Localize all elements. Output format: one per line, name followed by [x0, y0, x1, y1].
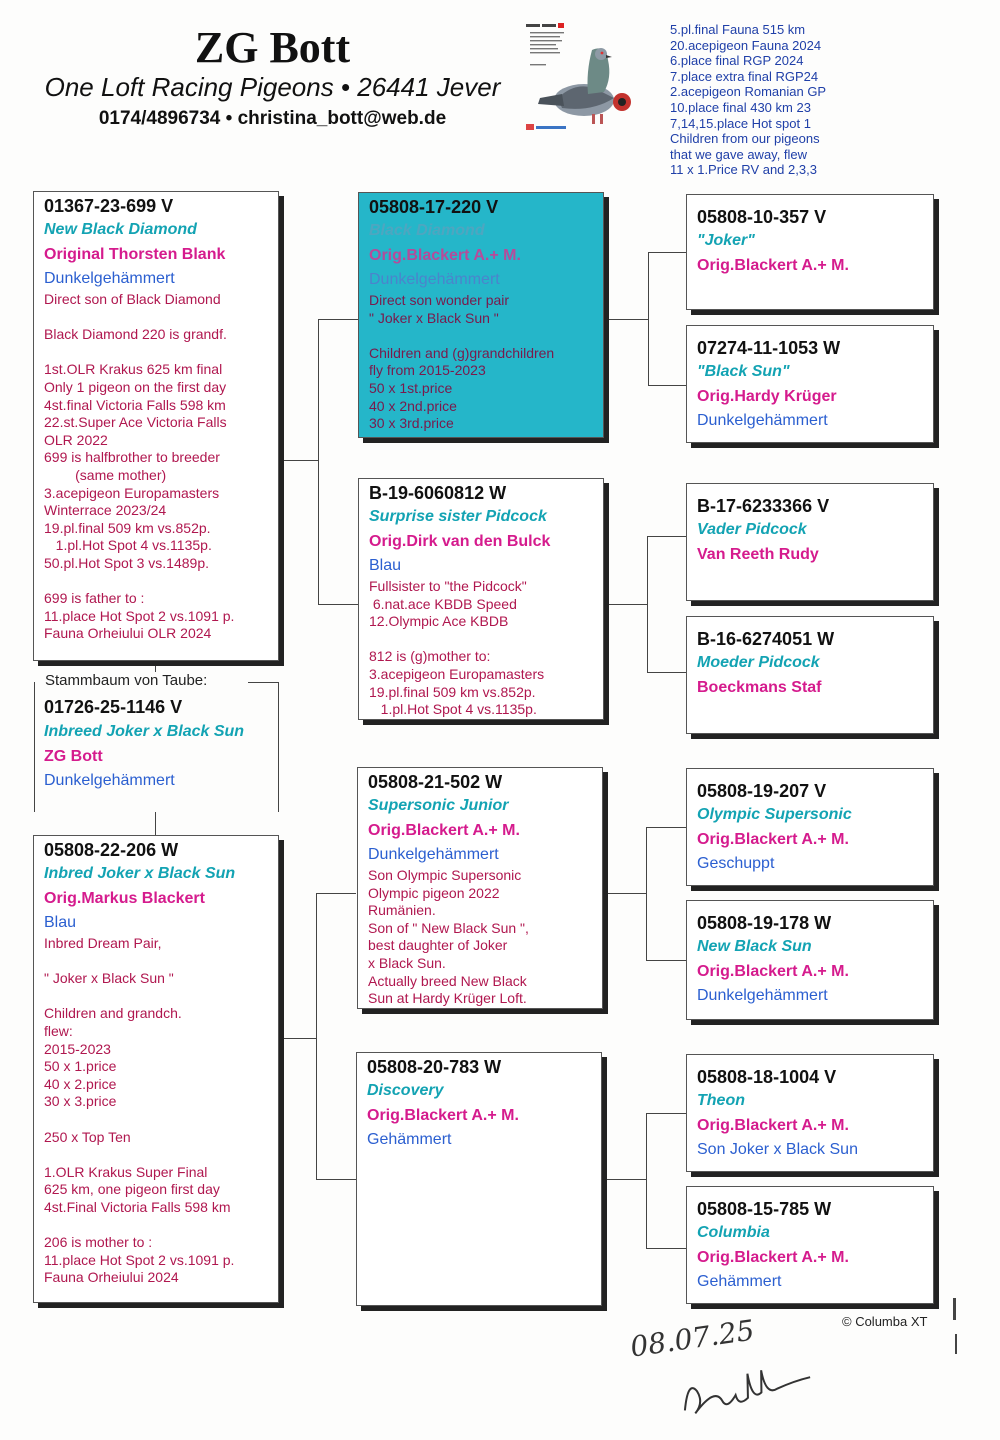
- pedigree-box-paternal-grandmother: [358, 478, 604, 720]
- pigeon-name: Supersonic Junior: [368, 797, 509, 814]
- ring-number: 05808-19-178 W: [697, 913, 832, 933]
- ring-number: 05808-21-502 W: [368, 772, 503, 792]
- breeder-subtitle: One Loft Racing Pigeons • 26441 Jever: [44, 72, 501, 102]
- result-item: Children from our pigeons: [670, 131, 820, 147]
- pigeon-name: Olympic Supersonic: [697, 806, 852, 823]
- ring-number: 05808-20-783 W: [367, 1057, 502, 1077]
- ring-number: 05808-22-206 W: [44, 840, 179, 860]
- ring-number: B-19-6060812 W: [369, 483, 507, 503]
- pigeon-color: Gehämmert: [367, 1131, 452, 1148]
- copyright: © Columba XT: [842, 1314, 928, 1329]
- margin-mark: [955, 1334, 957, 1354]
- pedigree-box-mmm: [686, 1186, 934, 1304]
- ring-number: 05808-19-207 V: [697, 781, 827, 801]
- pigeon-color: Blau: [369, 557, 402, 574]
- pigeon-name: Surprise sister Pidcock: [369, 508, 547, 525]
- ring-number: 05808-10-357 V: [697, 207, 827, 227]
- breeder-name: Orig.Blackert A.+ M.: [697, 831, 849, 848]
- pigeon-info: Direct son of Black Diamond Black Diamond 220 is grandf. 1st.OLR Krakus 625 km final Only 1 pigeon on the first day 4st.final Victoria Falls 598 km 22.st.Super Ace Victoria Falls OLR 2022 699 is halfbrother to breeder (same mother) 3.acepigeon Europamasters Winterrace 2023/24 19.pl.final 509 km vs.852p. 1.pl.Hot Spot 4 vs.1135p. 50.pl.Hot Spot 3 vs.1489p. 699 is father to : 11.place Hot Spot 2 vs.1091 p. Fauna Orheiului OLR 2024: [44, 291, 235, 642]
- breeder-name: Van Reeth Rudy: [697, 546, 819, 563]
- pigeon-color: Dunkelgehämmert: [369, 271, 500, 288]
- pedigree-box-maternal-grandfather: [357, 767, 603, 1009]
- pedigree-box-mff: [686, 768, 934, 886]
- pigeon-color: Gehämmert: [697, 1273, 782, 1290]
- pigeon-color: Dunkelgehämmert: [44, 270, 175, 287]
- breeder-name: Orig.Dirk van den Bulck: [369, 533, 551, 550]
- pigeon-name: Vader Pidcock: [697, 521, 807, 538]
- pigeon-color: Blau: [44, 914, 77, 931]
- result-item: 7,14,15.place Hot spot 1: [670, 115, 811, 131]
- pigeon-info: Fullsister to "the Pidcock" 6.nat.ace KBDB Speed 12.Olympic Ace KBDB 812 is (g)mother to: 3.acepigeon Europamasters 19.pl.final 509 km vs.852p. 1.pl.Hot Spot 4 vs.1135p.: [369, 578, 545, 718]
- breeder-name: Orig.Blackert A.+ M.: [369, 247, 521, 264]
- pigeon-color: Dunkelgehämmert: [697, 412, 828, 429]
- pedigree-box-fmm: [686, 616, 934, 734]
- result-item: 5.pl.final Fauna 515 km: [670, 22, 806, 37]
- ring-number: 01726-25-1146 V: [44, 697, 183, 717]
- pedigree-box-mother: [33, 835, 279, 1303]
- result-item: 10.place final 430 km 23: [670, 99, 811, 115]
- pedigree-label: Stammbaum von Taube:: [42, 672, 210, 689]
- signature-date: 08.07.25: [628, 1313, 757, 1364]
- breeder-name: Orig.Blackert A.+ M.: [697, 257, 849, 274]
- pigeon-photo: [522, 20, 642, 136]
- ring-number: 07274-11-1053 W: [697, 338, 841, 358]
- results-list: [670, 22, 990, 178]
- pigeon-color: Geschuppt: [697, 855, 775, 872]
- pedigree-box-ffm: [686, 325, 934, 443]
- pigeon-name: "Joker": [697, 232, 755, 249]
- breeder-name: Boeckmans Staf: [697, 679, 822, 696]
- pigeon-info: Direct son wonder pair " Joker x Black Sun " Children and (g)grandchildren fly from 2015-2023 50 x 1st.price 40 x 2nd.price 30 x 3rd.price: [369, 292, 555, 432]
- pedigree-box-father: [33, 191, 279, 661]
- breeder-title: ZG Bott: [194, 23, 351, 72]
- pigeon-name: Columbia: [697, 1224, 770, 1241]
- pigeon-info: Inbred Dream Pair, " Joker x Black Sun " Children and grandch. flew: 2015-2023 50 x 1.price 40 x 2.price 30 x 3.price 250 x Top Ten 1.OLR Krakus Super Final 625 km, one pigeon first day 4st.Final Victoria Falls 598 km 206 is mother to : 11.place Hot Spot 2 vs.1091 p. Fauna Orheiului 2024: [44, 935, 235, 1286]
- breeder-name: Orig.Blackert A.+ M.: [697, 963, 849, 980]
- pigeon-color: Dunkelgehämmert: [368, 846, 499, 863]
- breeder-name: Orig.Blackert A.+ M.: [697, 1117, 849, 1134]
- pigeon-name: Inbred Joker x Black Sun: [44, 865, 236, 882]
- ring-number: B-17-6233366 V: [697, 496, 830, 516]
- pigeon-color: Dunkelgehämmert: [44, 772, 175, 789]
- pedigree-box-fff: [686, 194, 934, 310]
- result-item: 20.acepigeon Fauna 2024: [670, 37, 822, 53]
- pigeon-color: Dunkelgehämmert: [697, 987, 828, 1004]
- ring-number: 05808-17-220 V: [369, 197, 499, 217]
- pigeon-name: New Black Sun: [697, 938, 812, 955]
- ring-number: 05808-18-1004 V: [697, 1067, 837, 1087]
- pedigree-subject: [44, 695, 274, 793]
- breeder-name: Orig.Blackert A.+ M.: [368, 822, 520, 839]
- breeder-contact: 0174/4896734 • christina_bott@web.de: [98, 108, 447, 129]
- pedigree-box-mfm: [686, 900, 934, 1020]
- breeder-name: Orig.Markus Blackert: [44, 890, 205, 907]
- result-item: 6.place final RGP 2024: [670, 53, 804, 69]
- pigeon-name: Moeder Pidcock: [697, 654, 820, 671]
- breeder-name: ZG Bott: [44, 748, 103, 765]
- pigeon-name: Discovery: [367, 1082, 444, 1099]
- breeder-name: Orig.Blackert A.+ M.: [697, 1249, 849, 1266]
- breeder-name: Original Thorsten Blank: [44, 246, 226, 263]
- pigeon-color: Son Joker x Black Sun: [697, 1141, 858, 1158]
- pigeon-name: New Black Diamond: [44, 221, 197, 238]
- pedigree-box-paternal-grandfather: [358, 192, 604, 438]
- ring-number: 05808-15-785 W: [697, 1199, 832, 1219]
- signature: [673, 1357, 819, 1440]
- pedigree-box-mmf: [686, 1054, 934, 1172]
- pigeon-name: Black Diamond: [369, 222, 485, 239]
- ring-number: 01367-23-699 V: [44, 196, 174, 216]
- ring-number: B-16-6274051 W: [697, 629, 835, 649]
- pigeon-info: Son Olympic Supersonic Olympic pigeon 2022 Rumänien. Son of " New Black Sun ", best daughter of Joker x Black Sun. Actually breed New Black Sun at Hardy Krüger Loft.: [368, 867, 529, 1007]
- pigeon-name: Theon: [697, 1092, 745, 1109]
- pigeon-name: Inbreed Joker x Black Sun: [44, 723, 245, 740]
- breeder-name: Orig.Hardy Krüger: [697, 388, 837, 405]
- pedigree-box-maternal-grandmother: [356, 1052, 602, 1306]
- pigeon-name: "Black Sun": [697, 363, 790, 380]
- result-item: 7.place extra final RGP24: [670, 68, 819, 84]
- result-item: 2.acepigeon Romanian GP: [670, 84, 827, 100]
- margin-mark: [953, 1298, 956, 1320]
- result-item: 11 x 1.Price RV and 2,3,3: [670, 162, 817, 178]
- result-item: that we gave away, flew: [670, 146, 808, 162]
- breeder-name: Orig.Blackert A.+ M.: [367, 1107, 519, 1124]
- pedigree-box-fmf: [686, 483, 934, 601]
